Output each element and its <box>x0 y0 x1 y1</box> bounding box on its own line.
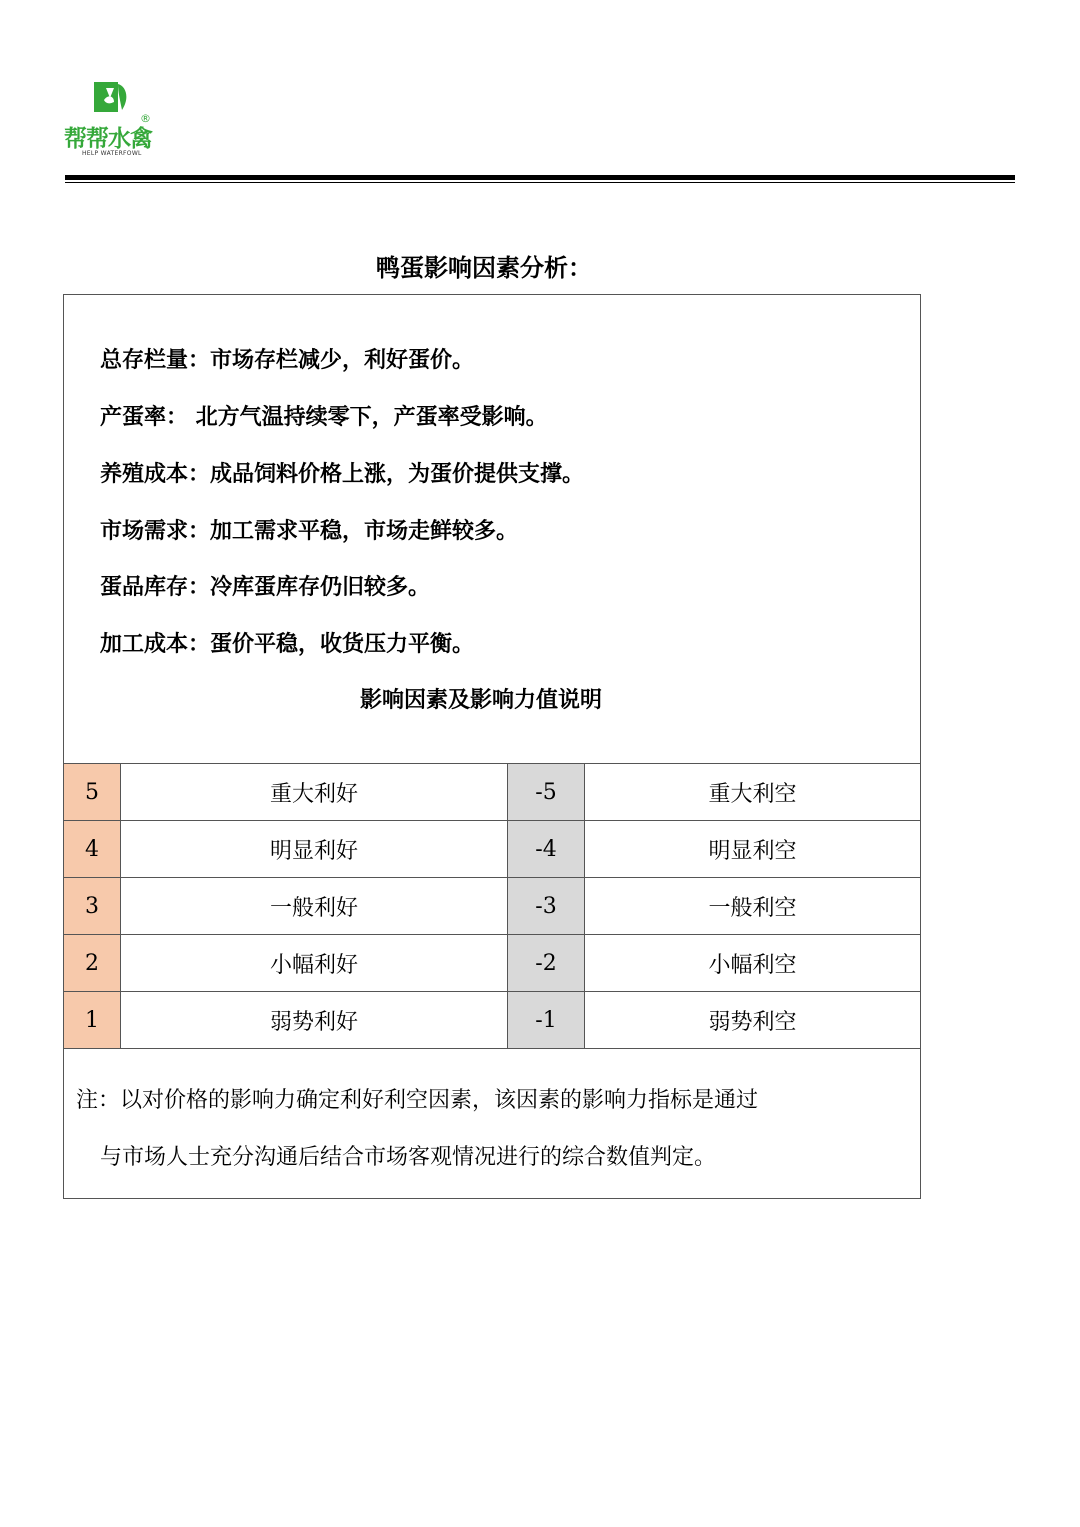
registered-mark: ® <box>140 112 151 125</box>
factor-processing-cost: 加工成本：蛋价平稳，收货压力平衡。 <box>100 632 475 657</box>
leaf-logo-icon <box>92 80 132 120</box>
negative-label-cell: 一般利空 <box>585 878 921 935</box>
page-title: 鸭蛋影响因素分析： <box>376 254 592 282</box>
factor-breeding-cost: 养殖成本：成品饲料价格上涨，为蛋价提供支撑。 <box>100 462 585 487</box>
table-row <box>64 992 921 1049</box>
logo-name-cn: 帮帮水禽 <box>64 126 152 152</box>
negative-value-cell: -4 <box>508 821 585 878</box>
table-row <box>64 878 921 935</box>
header-rule-thick <box>65 175 1015 180</box>
factor-market-demand: 市场需求：加工需求平稳，市场走鲜较多。 <box>100 519 519 544</box>
impact-scale-table <box>63 763 921 1049</box>
header-rule-thin <box>65 182 1015 183</box>
positive-value-cell: 2 <box>64 935 121 992</box>
negative-label-cell: 弱势利空 <box>585 992 921 1049</box>
positive-label-cell: 一般利好 <box>121 878 508 935</box>
note-line-2: 与市场人士充分沟通后结合市场客观情况进行的综合数值判定。 <box>100 1145 717 1170</box>
positive-label-cell: 小幅利好 <box>121 935 508 992</box>
positive-label-cell: 重大利好 <box>121 764 508 821</box>
positive-label-cell: 明显利好 <box>121 821 508 878</box>
positive-value-cell: 1 <box>64 992 121 1049</box>
table-row <box>64 821 921 878</box>
positive-value-cell: 5 <box>64 764 121 821</box>
positive-value-cell: 4 <box>64 821 121 878</box>
positive-label-cell: 弱势利好 <box>121 992 508 1049</box>
negative-label-cell: 小幅利空 <box>585 935 921 992</box>
analysis-box <box>63 294 921 1199</box>
positive-value-cell: 3 <box>64 878 121 935</box>
negative-value-cell: -5 <box>508 764 585 821</box>
factor-total-stock: 总存栏量：市场存栏减少，利好蛋价。 <box>100 348 475 373</box>
note-line-1: 注：以对价格的影响力确定利好利空因素，该因素的影响力指标是通过 <box>76 1088 759 1113</box>
negative-label-cell: 明显利空 <box>585 821 921 878</box>
factor-laying-rate: 产蛋率： 北方气温持续零下，产蛋率受影响。 <box>100 405 548 430</box>
brand-logo <box>60 80 170 160</box>
logo-name-en: HELP WATERFOWL <box>82 150 142 157</box>
table-row <box>64 764 921 821</box>
table-row <box>64 935 921 992</box>
negative-label-cell: 重大利空 <box>585 764 921 821</box>
negative-value-cell: -1 <box>508 992 585 1049</box>
negative-value-cell: -2 <box>508 935 585 992</box>
factor-egg-inventory: 蛋品库存：冷库蛋库存仍旧较多。 <box>100 575 431 600</box>
negative-value-cell: -3 <box>508 878 585 935</box>
legend-title: 影响因素及影响力值说明 <box>359 688 602 713</box>
